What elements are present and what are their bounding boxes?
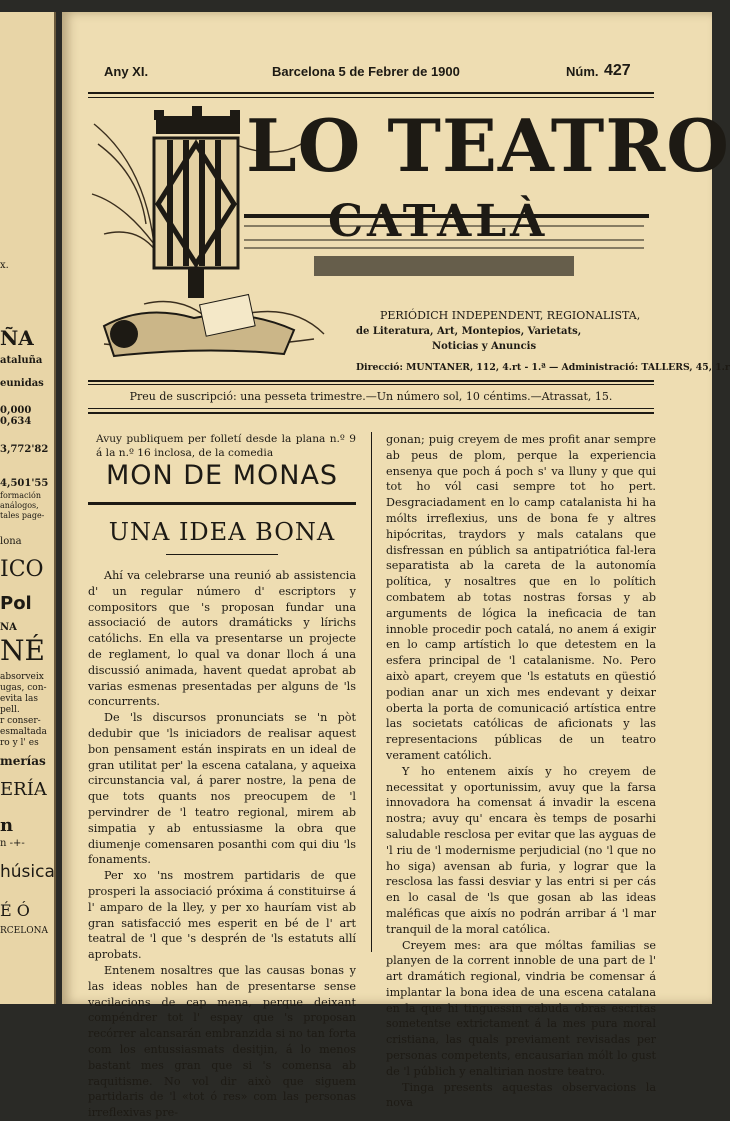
fragment: RCELONA [0,926,48,936]
fragment: merías [0,754,46,768]
fragment: n -+- [0,838,25,849]
rule [88,408,654,409]
fragment: 3,772'82 [0,444,49,455]
fragment: 4,501'55 [0,478,49,489]
paragraph: Per xo 'ns mostrem partidaris de que prosperi la associació próxima á constituirse á l' amparo de la lley, y per xo hauríam vist ab gran satisfacció mes esperit en bé de l' art teatral de 'l que 's desprén de 'ls estatuts allí aprobats. [88,869,356,962]
subscription-line: Preu de suscripció: una pesseta trimestre.—Un número sol, 10 céntims.—Atrassat, 15. [129,390,613,403]
issue-number-label: Núm. [566,64,599,79]
paragraph: De 'ls discursos pronunciats se 'n pòt dedubir que 'ls iniciadors de realisar aquest bon pensament están inspirats en un ideal de gran utilitat per' la escena catalana, y aqueixa circunstancia val, á parer nostre, la pena de que tots quants nos preocupem de 'l pervindrer de 'l teatro regional, mirem ab simpatia y ab entussiasme la obra que diumenje comensaren posanthi com qui diu 'ls fonaments. [88,711,356,867]
tagline: PERIÓDICH INDEPENDENT, REGIONALISTA, [380,309,641,322]
fragment: evita las [0,694,38,704]
fragment: tales page- [0,511,45,520]
rule [88,502,356,505]
article-column-right [386,432,656,1110]
fragment: 0,634 [0,416,32,427]
fragment: ugas, con- [0,683,47,693]
fragment: n [0,815,14,836]
paragraph: Y ho entenem aixís y ho creyem de necessitat y oportunissim, avuy que la farsa innovadora ha comensat á invadir la escena nostra; avuy qu' encara ès temps de posarhi saludable resclosa per evitar que las ayguas de 'l riu de 'l modernisme perjudicial (no 'l que no ho siga) avensan ab furia, y lograr que la resclosa las fassi desviar y las entri si per cás en lo casal de 'ls que gosan ab las ideas maléficas que aixís no podrán arribar á 'l mar tranquil de la moral católica. [386,764,656,936]
topics-line: de Literatura, Art, Montepios, Varietats, [356,326,582,337]
fragment: esmaltada [0,727,47,737]
column-divider [371,432,372,952]
fragment: NA [0,622,17,633]
rule [166,554,278,555]
rule [88,97,654,98]
paragraph: Creyem mes: ara que móltas familias se planyen de la corrent innoble de una part de l' art dramátich regional, vindria be comensar á implantar la bona idea de una escena catalana en la que hi tinguessin cabuda obras escritas sometentse extrictament á la mes pura moral cristiana, las quals previament revisadas per personas competents, encausarian mólt lo gust de 'l públich y enaltirian nostre teatro. [386,938,656,1078]
fragment: É Ó [0,901,30,920]
fragment: ICO [0,557,44,582]
serial-note: Avuy publiquem per folletí desde la plana n.º 9 á la n.º 16 inclosa, de la comedia [96,433,356,459]
fragment: húsica [0,862,55,882]
topics-line: Noticias y Anuncis [432,341,537,352]
issue-header [104,64,644,84]
paragraph: gonan; puig creyem de mes profit anar sempre ab peus de plom, perque la experiencia ensenya que poch á poch s' va lluny y que qui tot ho vól casi sempre tot ho pert. Desgraciadament en lo camp catalanista hi ha mólts irreflexius, uns de bona fe y altres hipócritas, traydors y mals catalans que disfressan en públich sa antipatriótica fal-lera separatista ab la careta de la autonomía política, y nosaltres que en lo polítich combatem ab totas nostras forsas y ab arguments de lógica la ineficacia de tan innoble procedir poch catalá, no anem á exigir en lo camp artístich lo que detestem en la esfera principal de 'l catalanisme. No. Pero això apart, creyem que 'ls estatuts en qüestió podian anar un xich mes endevant y deixar oberta la porta de comunicació artística entre las societats católicas de aficionats y las representacions públicas de un teatro verament católich. [386,433,656,762]
rule [88,384,654,385]
fragment: ERÍA [0,779,47,800]
article-column-left [88,568,356,1120]
fragment: absorveix [0,672,44,682]
fragment: ÑA [0,326,34,350]
left-page-margin [0,12,56,1004]
fragment: ataluña [0,355,43,366]
rule [88,412,654,414]
address-line: Direcció: MUNTANER, 112, 4.rt - 1.ª — Administració: TALLERS, 45, 1.r [356,362,730,373]
issue-year: Any XI. [104,64,149,79]
paragraph: Ahí va celebrarse una reunió ab assistencia d' un regular número d' escriptors y compositors que 's proposan fundar una associació de autors dramáticks y lírichs católichs. En ella va presentarse un projecte de reglament, lo qual va donar lloch á una discussió animada, havent quedat aprobat ab varias esmenas presentadas per alguns de 'ls concurrents. [88,569,356,709]
paragraph: Entenem nosaltres que las causas bonas y las ideas nobles han de presentarse sense vacilacions de cap mena, perque deixant compéndrer tot l' espay que 's proposan recórrer alcansarán embranzida si no tan forta com los entussiasmats desitjin, á lo menos bastant mes gran que si 's comensa ab raquitisme. No vol dir això que siguem partidaris de 'l «tot ó res» com las personas irreflexivas pre- [88,963,356,1120]
fragment: pell. [0,705,20,715]
serial-title: MON DE MONAS [105,460,339,491]
fragment: NÉ [0,634,45,667]
issue-date: Barcelona 5 de Febrer de 1900 [272,64,460,79]
fragment: eunidas [0,378,44,389]
fragment: lona [0,536,22,547]
fragment: 0,000 [0,405,32,416]
fragment: r conser- [0,716,41,726]
fragment: formación [0,491,41,500]
rule [88,92,654,94]
fragment: ro y l' es [0,738,39,748]
masthead-title: LO TEATRO [246,103,730,188]
rule [88,380,654,382]
article-heading: UNA IDEA BONA [108,518,336,546]
fragment: Pol [0,593,32,614]
issue-number: 427 [604,62,631,79]
fragment: x. [0,260,9,271]
paragraph: Tinga presents aquestas observacions la nova [386,1080,656,1110]
fragment: análogos, [0,501,39,510]
masthead-subtitle: CATALÀ [328,196,549,247]
